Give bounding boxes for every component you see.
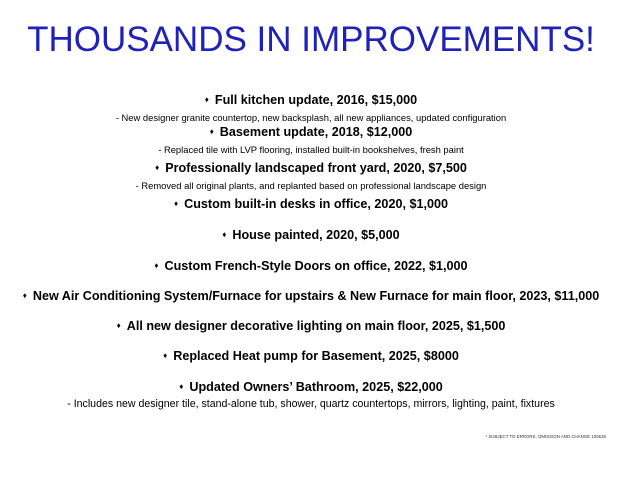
item-heading: House painted, 2020, $5,000 [232,228,400,242]
list-item [0,288,622,305]
disclaimer-footnote: * SUBJECT TO ERRORS, OMISSION AND CHANGE 100625 [485,434,606,439]
diamond-bullet-icon: ♦ [222,229,227,239]
item-heading: Custom built-in desks in office, 2020, $1,000 [184,197,448,211]
diamond-bullet-icon: ♦ [163,350,168,360]
list-item [0,318,622,335]
item-heading-line [0,348,622,365]
item-heading-line [0,227,622,244]
item-heading: Replaced Heat pump for Basement, 2025, $8000 [173,349,459,363]
item-detail: - New designer granite countertop, new backsplash, all new appliances, updated configuration [115,111,507,123]
item-heading: Professionally landscaped front yard, 2020, $7,500 [165,161,467,175]
item-detail: - Removed all original plants, and replanted based on professional landscape design [135,179,487,191]
list-item [0,124,622,156]
item-heading: New Air Conditioning System/Furnace for upstairs & New Furnace for main floor, 2023, $11,000 [32,289,600,303]
list-item [0,258,622,275]
item-heading-line [0,258,622,275]
diamond-bullet-icon: ♦ [209,126,214,136]
diamond-bullet-icon: ♦ [22,290,27,300]
item-heading-line [0,318,622,335]
item-heading: Updated Owners’ Bathroom, 2025, $22,000 [189,380,443,394]
list-item [0,196,622,213]
item-detail: - Includes new designer tile, stand-alone tub, shower, quartz countertops, mirrors, lighting, paint, fixtures [67,397,555,410]
diamond-bullet-icon: ♦ [204,94,209,104]
item-heading: Custom French-Style Doors on office, 2022, $1,000 [164,259,468,273]
diamond-bullet-icon: ♦ [154,260,159,270]
item-detail: - Replaced tile with LVP flooring, installed built-in bookshelves, fresh paint [158,143,464,155]
list-item [0,92,622,124]
diamond-bullet-icon: ♦ [179,381,184,391]
list-item [0,348,622,365]
diamond-bullet-icon: ♦ [174,198,179,208]
item-heading: Full kitchen update, 2016, $15,000 [214,93,418,107]
item-heading: All new designer decorative lighting on main floor, 2025, $1,500 [126,319,506,333]
diamond-bullet-icon: ♦ [116,320,121,330]
item-heading-line [0,124,622,141]
item-heading-line [0,160,622,177]
item-heading-line [0,288,622,305]
list-item [0,379,622,411]
diamond-bullet-icon: ♦ [155,162,160,172]
item-heading: Basement update, 2018, $12,000 [219,125,413,139]
list-item [0,160,622,192]
page-title: THOUSANDS IN IMPROVEMENTS! [27,20,595,59]
item-heading-line [0,92,622,109]
list-item [0,227,622,244]
item-heading-line [0,196,622,213]
item-heading-line [0,379,622,396]
